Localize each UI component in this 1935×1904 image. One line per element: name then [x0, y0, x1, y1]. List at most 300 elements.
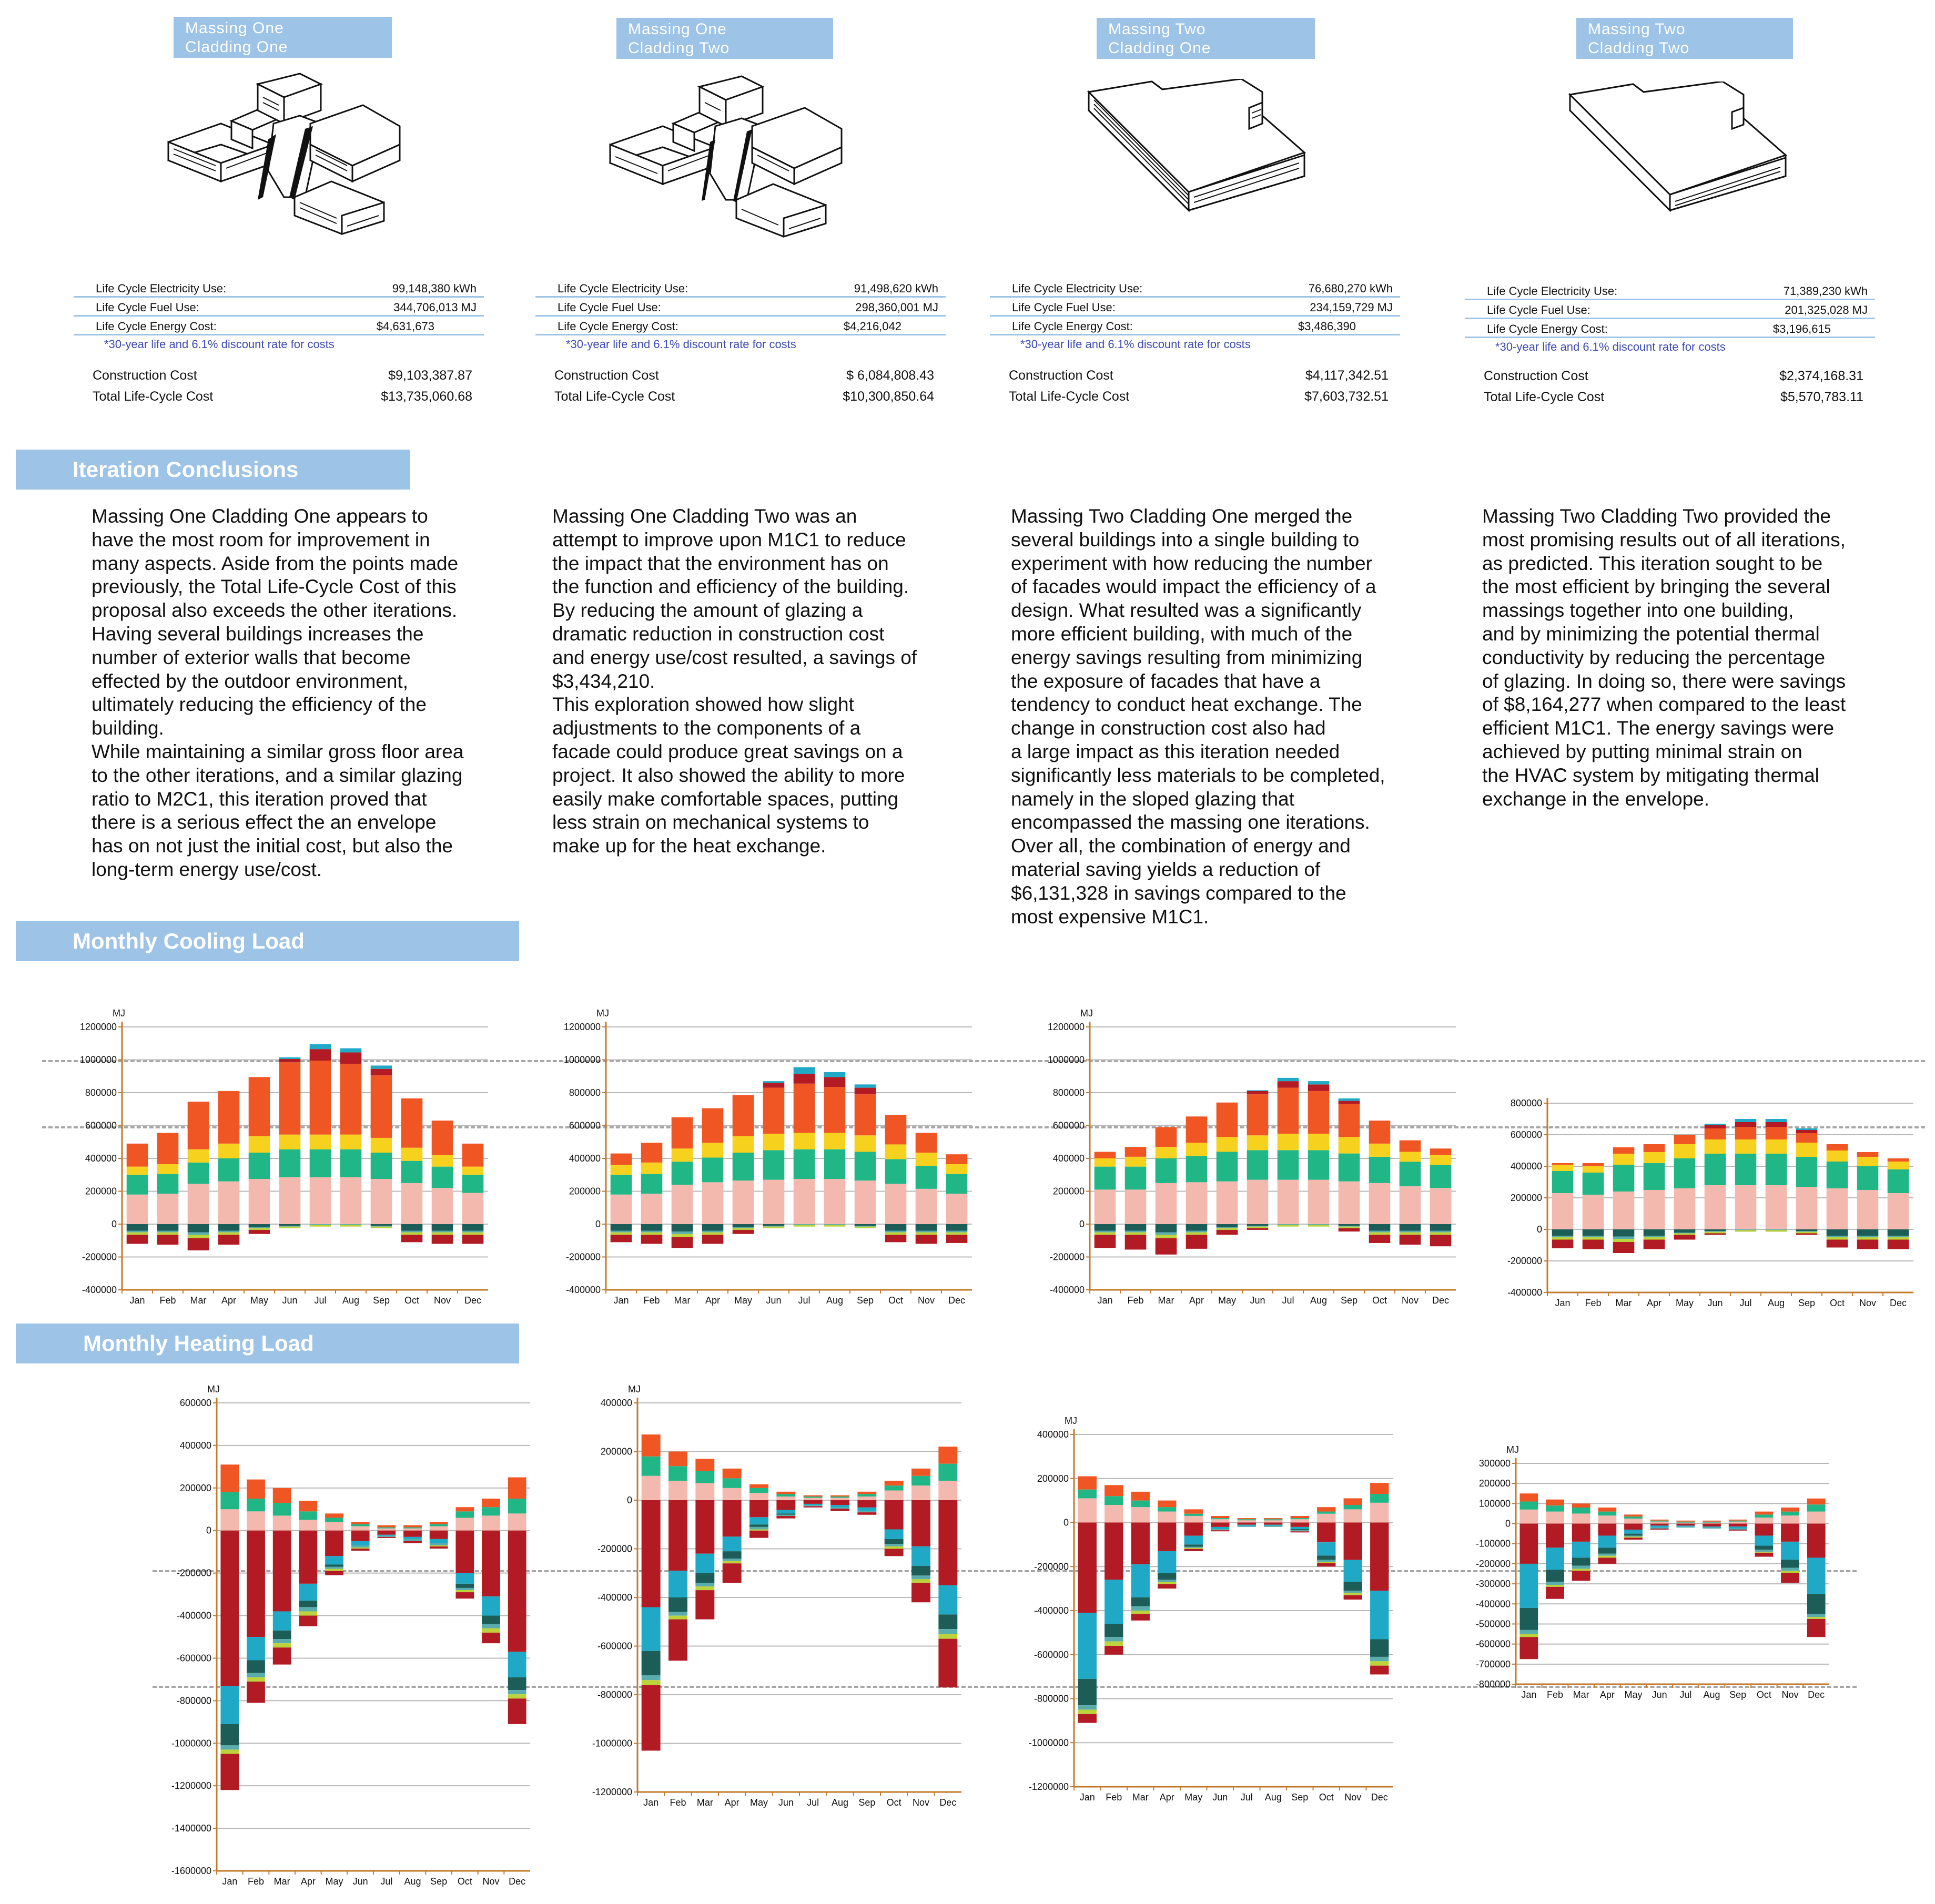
x-tick-label: Apr: [300, 1876, 316, 1887]
bar-segment: [776, 1492, 795, 1494]
bar-segment: [325, 1556, 343, 1564]
bar-segment: [1613, 1239, 1635, 1242]
section-monthly-cooling-load: Monthly Cooling Load: [16, 921, 519, 961]
bar-segment: [1156, 1127, 1177, 1147]
bar-segment: [1735, 1154, 1757, 1185]
bar-segment: [401, 1224, 423, 1231]
bar-segment: [462, 1224, 484, 1231]
bar-segment: [401, 1148, 423, 1161]
bar-segment: [611, 1195, 632, 1224]
bar-segment: [1370, 1494, 1389, 1503]
bar-segment: [1105, 1624, 1123, 1637]
bar-segment: [1676, 1522, 1695, 1523]
iteration-tag-1: [174, 17, 392, 58]
bar-segment: [340, 1048, 362, 1053]
y-tick-label: 400000: [1052, 1153, 1085, 1164]
bar-segment: [1598, 1512, 1616, 1516]
bar-segment: [885, 1231, 907, 1233]
bar-segment: [763, 1083, 785, 1087]
bar-segment: [946, 1174, 968, 1194]
bar-segment: [351, 1545, 370, 1547]
x-tick-label: Sep: [856, 1295, 874, 1306]
x-tick-label: Aug: [342, 1295, 360, 1306]
bar-segment: [1339, 1101, 1360, 1104]
bar-segment: [1624, 1535, 1643, 1536]
bar-segment: [1796, 1234, 1818, 1235]
bar-segment: [1583, 1195, 1604, 1229]
cost-value: $4,117,342.51: [1305, 368, 1389, 383]
total-cost-row: [1465, 386, 1875, 408]
bar-segment: [885, 1224, 907, 1231]
bar-segment: [1674, 1234, 1696, 1235]
bar-segment: [403, 1539, 422, 1541]
bar-segment: [1400, 1152, 1421, 1162]
bar-segment: [1650, 1522, 1669, 1524]
bar-segment: [403, 1541, 422, 1543]
bar-segment: [1857, 1190, 1879, 1229]
bar-segment: [1400, 1231, 1421, 1233]
tag-line: Massing One: [628, 21, 727, 38]
bar-segment: [1796, 1133, 1818, 1143]
bar-segment: [1339, 1224, 1360, 1226]
bar-segment: [804, 1498, 823, 1500]
bar-segment: [1613, 1154, 1635, 1165]
bar-segment: [403, 1537, 422, 1539]
bar-segment: [1705, 1124, 1726, 1125]
y-tick-label: 400000: [600, 1398, 632, 1408]
y-tick-label: 600000: [179, 1398, 211, 1408]
bar-segment: [1400, 1186, 1421, 1224]
bar-segment: [1095, 1235, 1116, 1248]
x-tick-label: May: [1624, 1689, 1643, 1700]
bar-segment: [946, 1194, 968, 1224]
tag-line: Cladding Two: [628, 39, 730, 57]
bar-segment: [1598, 1524, 1616, 1536]
discount-note: *30-year life and 6.1% discount rate for costs: [104, 338, 335, 351]
bar-segment: [1247, 1227, 1269, 1228]
bar-segment: [1624, 1530, 1643, 1534]
bar-segment: [916, 1235, 937, 1244]
bar-segment: [1583, 1237, 1604, 1240]
bar-segment: [1546, 1505, 1564, 1511]
x-tick-label: Jan: [129, 1295, 145, 1306]
bar-segment: [482, 1624, 500, 1628]
bar-segment: [1729, 1526, 1747, 1529]
bar-segment: [1247, 1150, 1269, 1179]
bar-segment: [1827, 1237, 1848, 1240]
bar-segment: [911, 1583, 930, 1602]
bar-segment: [695, 1583, 714, 1586]
stats-block-2: [535, 279, 946, 407]
y-tick-label: -200000: [82, 1251, 117, 1262]
y-tick-label: 200000: [1052, 1186, 1085, 1197]
bar-segment: [1807, 1594, 1826, 1614]
bar-segment: [911, 1566, 930, 1576]
bar-segment: [1705, 1139, 1726, 1154]
bar-segment: [249, 1136, 270, 1153]
bar-segment: [855, 1227, 876, 1228]
bar-segment: [377, 1529, 396, 1531]
bar-segment: [377, 1537, 396, 1538]
cost-label: Total Life-Cycle Cost: [554, 389, 675, 404]
y-tick-label: -800000: [1034, 1693, 1069, 1704]
bar-segment: [1278, 1134, 1299, 1150]
bar-segment: [220, 1754, 239, 1790]
bar-segment: [482, 1507, 500, 1515]
x-tick-label: Nov: [1781, 1689, 1799, 1700]
bar-segment: [249, 1224, 270, 1227]
bar-segment: [830, 1498, 849, 1500]
bar-segment: [218, 1158, 240, 1182]
bar-segment: [371, 1069, 392, 1076]
bar-segment: [1158, 1580, 1176, 1582]
bar-segment: [455, 1592, 474, 1598]
bar-segment: [702, 1224, 724, 1231]
bar-segment: [249, 1227, 270, 1228]
bar-segment: [1519, 1634, 1538, 1637]
bar-segment: [1430, 1233, 1452, 1235]
y-tick-label: -600000: [1034, 1649, 1069, 1660]
bar-segment: [462, 1144, 484, 1167]
y-tick-label: 600000: [85, 1120, 117, 1131]
bar-segment: [455, 1584, 474, 1588]
bar-segment: [611, 1224, 632, 1231]
x-tick-label: Jul: [1282, 1295, 1294, 1306]
bar-segment: [1827, 1188, 1848, 1229]
bar-segment: [1131, 1492, 1150, 1501]
bar-segment: [1095, 1167, 1116, 1190]
bar-segment: [857, 1508, 876, 1511]
bar-segment: [1781, 1524, 1799, 1542]
bar-segment: [804, 1505, 823, 1506]
bar-segment: [1703, 1526, 1721, 1528]
bar-segment: [1796, 1143, 1818, 1157]
x-tick-label: Jun: [1250, 1295, 1265, 1306]
stat-value: $4,216,042: [843, 320, 901, 333]
bar-segment: [1264, 1526, 1282, 1527]
bar-segment: [1674, 1188, 1696, 1229]
bar-segment: [1705, 1154, 1726, 1185]
bar-segment: [938, 1481, 957, 1500]
y-tick-label: -400000: [565, 1285, 601, 1295]
bar-segment: [1184, 1523, 1203, 1536]
bar-segment: [371, 1153, 392, 1179]
bar-segment: [857, 1492, 876, 1494]
bar-segment: [1344, 1523, 1362, 1560]
bar-segment: [916, 1233, 937, 1235]
bar-segment: [1217, 1228, 1238, 1230]
stat-row-energy-cost: [1465, 319, 1875, 338]
bar-segment: [1156, 1158, 1177, 1183]
tag-line: Cladding Two: [1588, 39, 1690, 57]
bar-segment: [885, 1481, 904, 1485]
bar-segment: [1755, 1552, 1773, 1553]
bar-segment: [279, 1057, 301, 1059]
stat-row-energy-cost: [990, 317, 1400, 335]
y-tick-label: -200000: [597, 1543, 632, 1554]
bar-segment: [855, 1180, 876, 1224]
y-tick-label: 0: [595, 1219, 601, 1229]
bar-segment: [279, 1227, 301, 1228]
y-tick-label: 600000: [1510, 1129, 1542, 1140]
bar-segment: [508, 1652, 526, 1677]
bar-segment: [916, 1224, 937, 1231]
bar-segment: [1598, 1547, 1616, 1553]
bar-segment: [127, 1233, 148, 1235]
x-tick-label: Apr: [221, 1295, 237, 1306]
bar-segment: [1755, 1550, 1773, 1552]
bar-segment: [723, 1561, 742, 1564]
bar-segment: [325, 1567, 343, 1569]
x-tick-label: Feb: [159, 1295, 176, 1306]
bar-segment: [946, 1233, 968, 1235]
bar-segment: [247, 1673, 265, 1677]
bar-segment: [1827, 1236, 1848, 1237]
bar-segment: [1546, 1500, 1564, 1505]
bar-segment: [723, 1551, 742, 1559]
bar-segment: [1781, 1571, 1799, 1573]
bar-segment: [804, 1496, 823, 1498]
bar-segment: [310, 1224, 331, 1225]
bar-segment: [340, 1135, 362, 1149]
bar-segment: [157, 1164, 179, 1174]
bar-segment: [776, 1496, 795, 1500]
x-tick-label: Feb: [1106, 1792, 1122, 1803]
bar-segment: [340, 1224, 362, 1225]
bar-segment: [377, 1536, 396, 1537]
bar-segment: [1247, 1135, 1269, 1150]
bar-segment: [1598, 1535, 1616, 1547]
y-tick-label: 1000000: [1047, 1054, 1085, 1065]
x-tick-label: Feb: [1585, 1298, 1602, 1308]
y-tick-label: -200000: [565, 1251, 601, 1262]
y-tick-label: 200000: [1510, 1193, 1542, 1203]
bar-segment: [1827, 1229, 1848, 1236]
bar-segment: [325, 1569, 343, 1571]
bar-segment: [403, 1528, 422, 1529]
bar-segment: [1755, 1512, 1773, 1515]
bar-segment: [1729, 1521, 1747, 1522]
stat-label: Life Cycle Energy Cost:: [558, 320, 678, 333]
x-tick-label: May: [749, 1797, 768, 1808]
bar-segment: [310, 1149, 331, 1177]
y-axis-unit-label: MJ: [1506, 1444, 1519, 1455]
bar-segment: [1705, 1125, 1726, 1128]
bar-segment: [1650, 1525, 1669, 1528]
bar-segment: [1546, 1512, 1564, 1524]
bar-segment: [371, 1065, 392, 1068]
bar-segment: [1308, 1091, 1330, 1134]
bar-segment: [1278, 1225, 1299, 1227]
bar-segment: [1131, 1606, 1150, 1611]
bar-segment: [804, 1506, 823, 1508]
bar-segment: [946, 1231, 968, 1233]
conclusion-text-2: Massing One Cladding Two was an attempt to improve upon M1C1 to reduce the impact that the environment has on the function and efficiency of the building. By reducing the amount of glazing a dramatic reduction in construction cost and energy use/cost resulted, a savings of $3,434,210. This exploration showed how slight adjustments to the components of a facade could produce great savings on a project. It also showed the ability to more easily make comfortable spaces, putting less strain on mechanical systems to make up for the heat exchange.: [552, 505, 917, 857]
x-tick-label: Aug: [1703, 1689, 1720, 1700]
bar-segment: [1339, 1182, 1360, 1224]
y-tick-label: 800000: [1510, 1098, 1542, 1108]
x-tick-label: Jan: [222, 1876, 238, 1887]
bar-segment: [325, 1522, 343, 1531]
bar-segment: [1572, 1513, 1590, 1523]
y-tick-label: -800000: [1475, 1679, 1511, 1689]
bar-segment: [157, 1235, 179, 1245]
y-tick-label: 400000: [569, 1153, 601, 1164]
bar-segment: [455, 1507, 474, 1511]
bar-segment: [218, 1235, 240, 1245]
bar-segment: [1339, 1227, 1360, 1228]
bar-segment: [432, 1235, 453, 1244]
x-tick-label: Mar: [1573, 1689, 1589, 1700]
bar-segment: [695, 1500, 714, 1554]
x-tick-label: Dec: [948, 1295, 966, 1306]
y-axis-unit-label: MJ: [1080, 1008, 1093, 1019]
tag-line: Massing Two: [1588, 21, 1686, 38]
bar-segment: [1598, 1508, 1616, 1512]
bar-segment: [279, 1224, 301, 1226]
bar-segment: [1613, 1237, 1635, 1239]
stat-label: Life Cycle Electricity Use:: [558, 282, 688, 295]
y-tick-label: -400000: [176, 1610, 211, 1621]
bar-segment: [1552, 1171, 1574, 1193]
bar-segment: [157, 1194, 179, 1224]
y-tick-label: -1600000: [171, 1866, 211, 1876]
bar-segment: [220, 1464, 239, 1492]
bar-segment: [1370, 1503, 1389, 1523]
x-tick-label: Aug: [1310, 1295, 1328, 1306]
bar-segment: [299, 1611, 317, 1615]
bar-segment: [763, 1227, 785, 1228]
bar-segment: [642, 1457, 661, 1476]
y-axis-unit-label: MJ: [1065, 1416, 1077, 1426]
iteration-tag-2: [616, 18, 833, 59]
bar-segment: [1430, 1188, 1452, 1224]
bar-segment: [1264, 1523, 1282, 1525]
bar-segment: [351, 1526, 370, 1531]
bar-segment: [1827, 1150, 1848, 1162]
bar-segment: [273, 1611, 291, 1630]
x-tick-label: Mar: [1132, 1792, 1149, 1803]
bar-segment: [641, 1194, 663, 1224]
x-tick-label: Apr: [705, 1295, 721, 1306]
x-tick-label: Jul: [807, 1797, 819, 1808]
x-tick-label: Jul: [380, 1876, 393, 1887]
bar-segment: [1705, 1229, 1726, 1231]
stat-row-electricity: [990, 279, 1400, 298]
bar-segment: [482, 1596, 500, 1615]
bar-segment: [695, 1590, 714, 1620]
bar-segment: [1583, 1163, 1604, 1166]
bar-segment: [401, 1161, 423, 1183]
bar-segment: [508, 1698, 526, 1724]
bar-segment: [794, 1084, 815, 1133]
bar-segment: [611, 1231, 632, 1233]
bar-segment: [824, 1072, 846, 1077]
bar-segment: [1674, 1144, 1696, 1158]
stat-value: $3,486,390: [1298, 320, 1356, 333]
x-tick-label: May: [1184, 1792, 1203, 1803]
bar-segment: [1238, 1525, 1256, 1526]
bar-segment: [482, 1515, 500, 1530]
bar-segment: [1186, 1143, 1208, 1156]
bar-segment: [325, 1564, 343, 1566]
bar-segment: [946, 1154, 968, 1164]
bar-segment: [188, 1235, 209, 1238]
bar-segment: [1278, 1078, 1299, 1081]
stat-row-fuel: [1465, 300, 1875, 319]
bar-segment: [1572, 1542, 1590, 1558]
bar-segment: [1519, 1630, 1538, 1634]
bar-segment: [247, 1661, 265, 1673]
x-tick-label: Nov: [482, 1876, 500, 1887]
discount-note: *30-year life and 6.1% discount rate for costs: [1495, 340, 1726, 353]
bar-segment: [916, 1189, 937, 1224]
building-massing-one-cladding-two-drawing: [605, 68, 857, 242]
x-tick-label: Jul: [1739, 1298, 1752, 1308]
bar-segment: [1766, 1185, 1787, 1229]
x-tick-label: Jan: [1079, 1792, 1095, 1803]
stats-block-3: [990, 279, 1400, 407]
bar-segment: [1650, 1529, 1669, 1530]
cost-value: $5,570,783.11: [1780, 390, 1863, 404]
bar-segment: [1857, 1157, 1879, 1166]
y-tick-label: 0: [1079, 1219, 1085, 1229]
bar-segment: [695, 1586, 714, 1590]
stats-block-4: [1465, 281, 1875, 408]
bar-segment: [1105, 1646, 1123, 1655]
stat-label: Life Cycle Fuel Use:: [558, 301, 661, 314]
bar-segment: [1078, 1714, 1097, 1723]
bar-segment: [508, 1513, 526, 1530]
bar-segment: [776, 1500, 795, 1510]
bar-segment: [1703, 1524, 1721, 1527]
bar-segment: [1247, 1090, 1269, 1091]
bar-segment: [1308, 1134, 1330, 1150]
bar-segment: [430, 1524, 448, 1526]
bar-segment: [1158, 1584, 1176, 1589]
bar-segment: [1430, 1235, 1452, 1246]
x-tick-label: Aug: [826, 1295, 844, 1306]
bar-segment: [1247, 1228, 1269, 1230]
bar-segment: [794, 1179, 815, 1224]
bar-segment: [188, 1163, 209, 1184]
bar-segment: [1676, 1526, 1695, 1528]
bar-segment: [1552, 1163, 1574, 1165]
bar-segment: [938, 1614, 957, 1629]
x-tick-label: Nov: [917, 1295, 935, 1306]
bar-segment: [1217, 1224, 1238, 1227]
y-tick-label: -1400000: [171, 1823, 211, 1834]
bar-segment: [1827, 1144, 1848, 1150]
bar-segment: [247, 1637, 265, 1661]
bar-segment: [279, 1226, 301, 1227]
y-tick-label: -200000: [1034, 1561, 1069, 1572]
stat-label: Life Cycle Electricity Use:: [1487, 284, 1618, 298]
bar-segment: [824, 1225, 846, 1227]
x-tick-label: Oct: [886, 1797, 901, 1808]
bar-segment: [911, 1546, 930, 1566]
total-cost-row: [74, 386, 484, 407]
bar-segment: [1125, 1167, 1147, 1190]
bar-segment: [1857, 1229, 1879, 1236]
bar-segment: [668, 1466, 687, 1481]
x-tick-label: Aug: [1264, 1792, 1282, 1803]
bar-segment: [1125, 1157, 1147, 1167]
stat-row-energy-cost: [535, 317, 946, 335]
bar-segment: [749, 1484, 768, 1488]
bar-segment: [1519, 1608, 1538, 1630]
bar-segment: [857, 1512, 876, 1515]
